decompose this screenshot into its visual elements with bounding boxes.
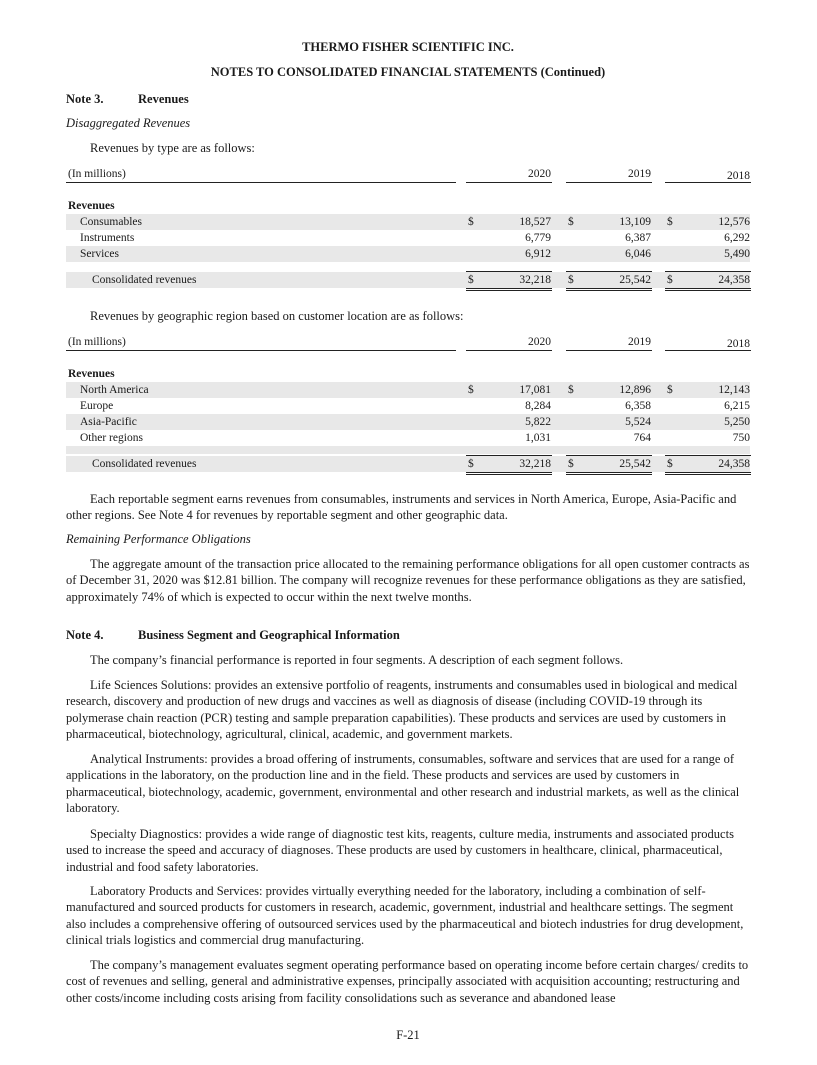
total-value: 25,542	[619, 274, 651, 286]
cell-value: 764	[633, 432, 651, 444]
currency-symbol: $	[468, 216, 474, 228]
total-top-rule	[466, 271, 552, 272]
remaining-obligations-paragraph: The aggregate amount of the transaction price allocated to the remaining performance obligations for all open customer contracts as of December 31, 2020 was $12.81 billion. The company will recognize revenues for these performance obligations as they are satisfied, approximately 74% of which is expected to occur within the next twelve months.	[66, 557, 750, 604]
header-underline	[665, 350, 751, 351]
header-underline	[466, 182, 552, 183]
note3-number: Note 3.	[66, 92, 104, 106]
total-row	[66, 456, 750, 472]
note3-heading	[66, 92, 189, 107]
cell-value: 5,250	[724, 416, 750, 428]
header-underline	[566, 350, 652, 351]
spacer-row	[66, 446, 750, 454]
revenues-by-type-intro: Revenues by type are as follows:	[90, 141, 255, 155]
row-label: Europe	[80, 400, 114, 412]
total-top-rule	[566, 455, 652, 456]
header-underline	[66, 182, 456, 183]
header-underline	[665, 182, 751, 183]
total-value: 32,218	[519, 274, 551, 286]
total-label: Consolidated revenues	[92, 458, 197, 470]
year-column-header: 2020	[528, 168, 551, 180]
remaining-obligations-heading: Remaining Performance Obligations	[66, 532, 251, 546]
section-label: Revenues	[68, 368, 115, 380]
total-double-rule	[665, 472, 751, 473]
total-double-rule	[466, 288, 552, 289]
note3-title: Revenues	[138, 92, 189, 106]
year-column-header: 2018	[727, 170, 750, 182]
currency-symbol: $	[568, 384, 574, 396]
cell-value: 12,143	[718, 384, 750, 396]
cell-value: 6,387	[625, 232, 651, 244]
disaggregated-revenues-heading: Disaggregated Revenues	[66, 116, 191, 130]
cell-value: 8,284	[525, 400, 551, 412]
section-label: Revenues	[68, 200, 115, 212]
total-top-rule	[466, 455, 552, 456]
units-label: (In millions)	[68, 336, 126, 348]
currency-symbol: $	[568, 274, 574, 286]
table-row	[66, 230, 750, 246]
table-row	[66, 214, 750, 230]
note4-title: Business Segment and Geographical Information	[138, 628, 400, 642]
table-row	[66, 246, 750, 262]
row-label: Other regions	[80, 432, 143, 444]
company-name: THERMO FISHER SCIENTIFIC INC.	[302, 40, 514, 54]
currency-symbol: $	[667, 458, 673, 470]
note4-paragraph: The company’s management evaluates segment operating performance based on operating income before certain charges/ credits to cost of revenues and selling, general and administrative expenses, principally associated with acquisition accounting; restructuring and other costs/income including costs arising from facility consolidations such as severance and abandoned lease	[66, 958, 749, 1005]
page-number: F-21	[396, 1028, 420, 1042]
total-value: 32,218	[519, 458, 551, 470]
total-double-rule	[466, 474, 552, 475]
total-top-rule	[665, 271, 751, 272]
row-label: North America	[80, 384, 149, 396]
cell-value: 1,031	[525, 432, 551, 444]
note4-paragraph: Life Sciences Solutions: provides an extensive portfolio of reagents, instruments and consumables used in biological and medical research, discovery and production of new drugs and vaccines as well as diagnosis of disease (including COVID-19 through its polymerase chain reaction (PCR) testing and sample preparation capabilities). These products and services are used by customers in pharmaceutical, biotechnology, agricultural, clinical, academic, and government markets.	[66, 678, 738, 742]
cell-value: 17,081	[519, 384, 551, 396]
cell-value: 13,109	[619, 216, 651, 228]
total-double-rule	[665, 288, 751, 289]
year-column-header: 2019	[628, 168, 651, 180]
year-column-header: 2020	[528, 336, 551, 348]
total-row	[66, 272, 750, 288]
spacer-row	[66, 262, 750, 270]
total-double-rule	[566, 474, 652, 475]
table-header-row	[66, 334, 750, 350]
total-double-rule	[566, 472, 652, 473]
header-underline	[66, 350, 456, 351]
table-row	[66, 398, 750, 414]
note4-paragraph: The company’s financial performance is reported in four segments. A description of each segment follows.	[90, 653, 624, 667]
cell-value: 6,292	[724, 232, 750, 244]
total-value: 24,358	[718, 274, 750, 286]
currency-symbol: $	[468, 458, 474, 470]
section-row	[66, 198, 750, 214]
row-label: Instruments	[80, 232, 135, 244]
row-label: Services	[80, 248, 119, 260]
cell-value: 5,490	[724, 248, 750, 260]
currency-symbol: $	[667, 216, 673, 228]
total-double-rule	[665, 290, 751, 291]
table-row	[66, 382, 750, 398]
header-underline	[466, 350, 552, 351]
cell-value: 6,358	[625, 400, 651, 412]
currency-symbol: $	[667, 384, 673, 396]
total-value: 24,358	[718, 458, 750, 470]
total-top-rule	[665, 455, 751, 456]
cell-value: 12,576	[718, 216, 750, 228]
currency-symbol: $	[468, 384, 474, 396]
note4-number: Note 4.	[66, 628, 104, 642]
total-double-rule	[466, 472, 552, 473]
table-row	[66, 414, 750, 430]
cell-value: 6,779	[525, 232, 551, 244]
row-label: Asia-Pacific	[80, 416, 137, 428]
note4-heading	[66, 628, 400, 643]
segment-revenues-paragraph: Each reportable segment earns revenues from consumables, instruments and services in North America, Europe, Asia-Pacific and other regions. See Note 4 for revenues by reportable segment and other geographic data.	[66, 492, 737, 523]
header-underline	[566, 182, 652, 183]
cell-value: 5,822	[525, 416, 551, 428]
currency-symbol: $	[468, 274, 474, 286]
note4-paragraph: Laboratory Products and Services: provides virtually everything needed for the laboratory, including a combination of self-manufactured and sourced products for customers in research, academic, government, industrial and healthcare settings. The segment also includes a comprehensive offering of outsourced services used by the pharmaceutical and biotech industries for drug development, clinical trials logistics and commercial drug manufacturing.	[66, 884, 744, 948]
section-row	[66, 366, 750, 382]
year-column-header: 2018	[727, 338, 750, 350]
units-label: (In millions)	[68, 168, 126, 180]
note4-paragraph: Analytical Instruments: provides a broad offering of instruments, consumables, software and services that are used for a range of applications in the laboratory, on the production line and in the field. These products and services are used by customers in pharmaceutical, biotechnology, academic, government, environmental and other research and industrial markets, as well as the clinical laboratory.	[66, 752, 740, 816]
currency-symbol: $	[568, 216, 574, 228]
table-row	[66, 430, 750, 446]
cell-value: 6,912	[525, 248, 551, 260]
currency-symbol: $	[568, 458, 574, 470]
total-double-rule	[466, 290, 552, 291]
total-double-rule	[566, 288, 652, 289]
year-column-header: 2019	[628, 336, 651, 348]
cell-value: 18,527	[519, 216, 551, 228]
total-top-rule	[566, 271, 652, 272]
cell-value: 5,524	[625, 416, 651, 428]
note4-paragraph: Specialty Diagnostics: provides a wide range of diagnostic test kits, reagents, culture media, instruments and associated products used to increase the speed and accuracy of diagnoses. These products are used by customers in healthcare, clinical, pharmaceutical, industrial and food safety laboratories.	[66, 827, 734, 874]
table-header-row	[66, 166, 750, 182]
cell-value: 6,046	[625, 248, 651, 260]
revenues-by-region-intro: Revenues by geographic region based on customer location are as follows:	[90, 309, 464, 323]
notes-title: NOTES TO CONSOLIDATED FINANCIAL STATEMENTS (Continued)	[210, 65, 606, 79]
cell-value: 12,896	[619, 384, 651, 396]
total-label: Consolidated revenues	[92, 274, 197, 286]
currency-symbol: $	[667, 274, 673, 286]
total-double-rule	[665, 474, 751, 475]
cell-value: 6,215	[724, 400, 750, 412]
row-label: Consumables	[80, 216, 142, 228]
total-double-rule	[566, 290, 652, 291]
cell-value: 750	[732, 432, 750, 444]
total-value: 25,542	[619, 458, 651, 470]
